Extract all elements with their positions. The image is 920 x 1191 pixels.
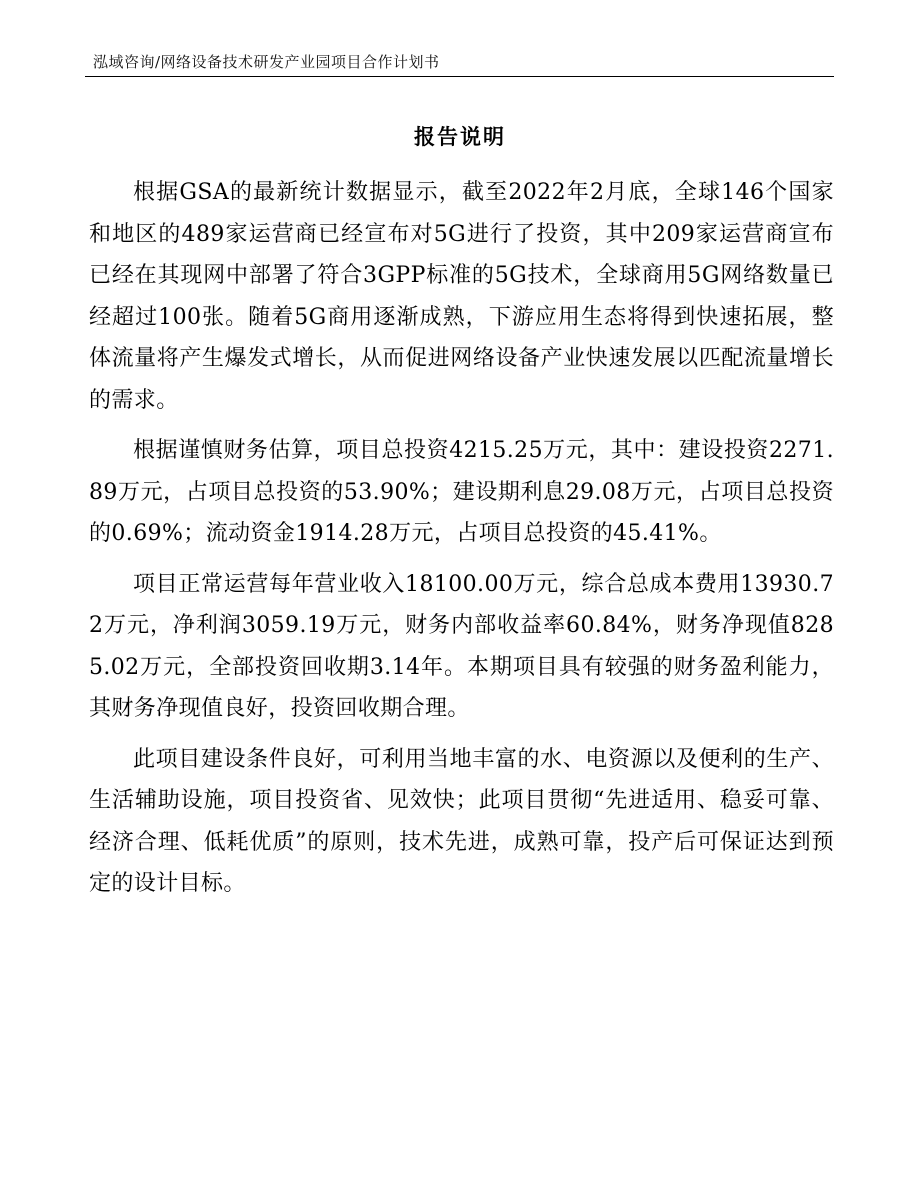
paragraph-construction-conditions: 此项目建设条件良好，可利用当地丰富的水、电资源以及便利的生产、生活辅助设施，项目投资省、见效快；此项目贯彻“先进适用、稳妥可靠、经济合理、低耗优质”的原则，技术先进，成熟可靠，投产后可保证达到预定的设计目标。	[89, 746, 834, 896]
report-body	[89, 172, 834, 914]
paragraph-market-background: 根据GSA的最新统计数据显示，截至2022年2月底，全球146个国家和地区的489家运营商已经宣布对5G进行了投资，其中209家运营商宣布已经在其现网中部署了符合3GPP标准的5G技术，全球商用5G网络数量已经超过100张。随着5G商用逐渐成熟，下游应用生态将得到快速拓展，整体流量将产生爆发式增长，从而促进网络设备产业快速发展以匹配流量增长的需求。	[89, 180, 834, 413]
paragraph-investment-estimate: 根据谨慎财务估算，项目总投资4215.25万元，其中：建设投资2271.89万元，占项目总投资的53.90%；建设期利息29.08万元，占项目总投资的0.69%；流动资金1914.28万元，占项目总投资的45.41%。	[89, 438, 834, 546]
paragraph-financial-returns: 项目正常运营每年营业收入18100.00万元，综合总成本费用13930.72万元，净利润3059.19万元，财务内部收益率60.84%，财务净现值8285.02万元，全部投资回收期3.14年。本期项目具有较强的财务盈利能力，其财务净现值良好，投资回收期合理。	[89, 571, 834, 721]
running-header: 泓域咨询/网络设备技术研发产业园项目合作计划书	[93, 53, 440, 71]
page-title: 报告说明	[414, 124, 506, 149]
header-divider	[85, 76, 834, 77]
